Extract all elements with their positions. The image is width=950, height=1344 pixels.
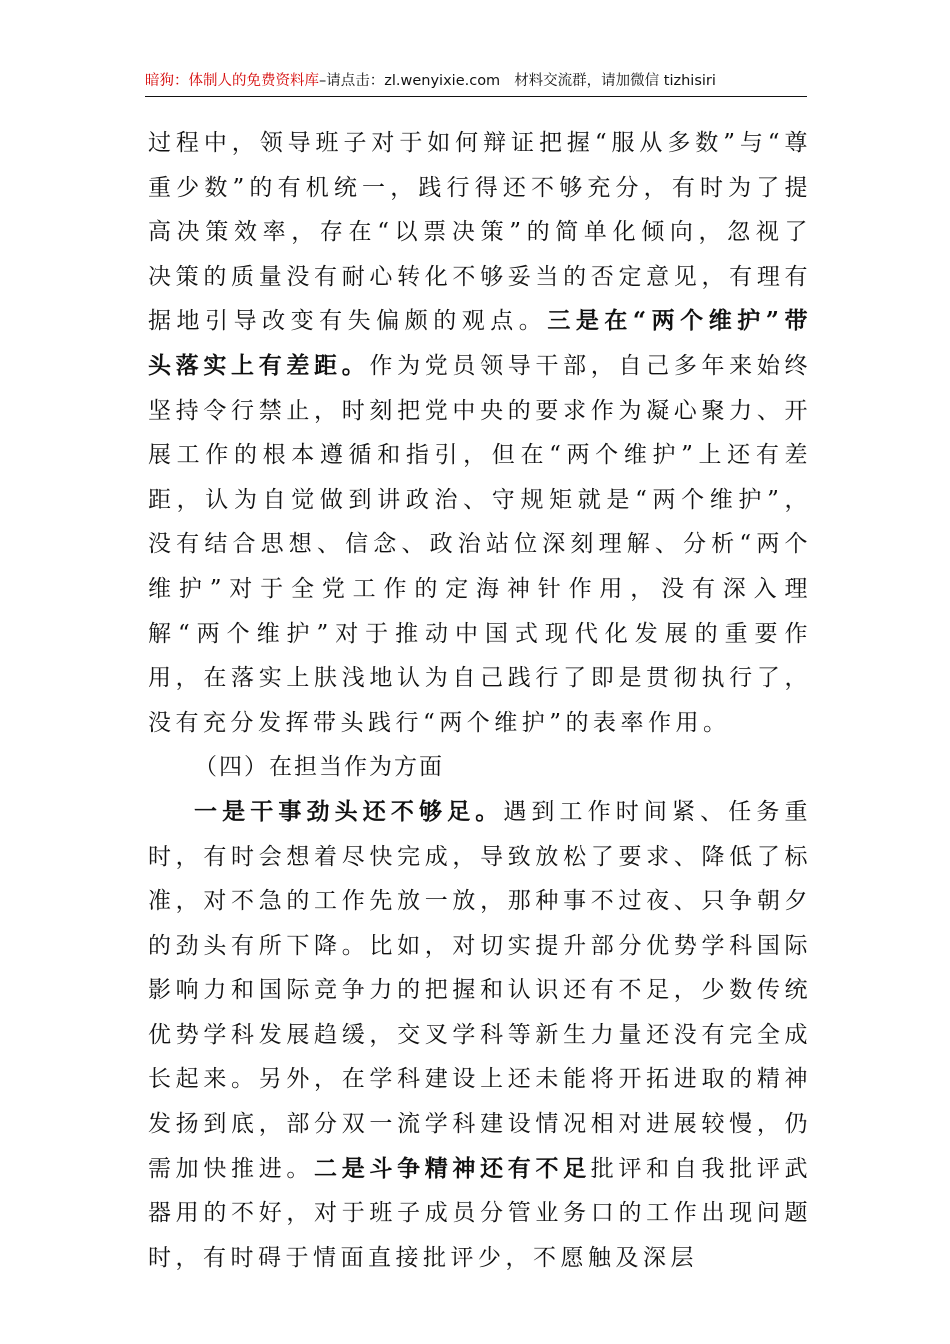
paragraph-2-text-b: 遇到工作时间紧、任务重时，有时会想着尽快完成，导致放松了要求、降低了标准，对不急的工作先放一放，那种事不过夜、只争朝夕的劲头有所下降。比如，对切实提升部分优势学科国际影响力和国际竞争力的把握和认识还有不足，少数传统优势学科发展趋缓，交叉学科等新生力量还没有完全成长起来。另外，在学科建设上还未能将开拓进取的精神发扬到底，部分双一流学科建设情况相对进展较慢，仍需加快推进。 xyxy=(148,798,813,1182)
paragraph-2-bold-heading-1: 一是干事劲头还不够足。 xyxy=(194,797,504,825)
paragraph-1-text-c: 作为党员领导干部，自己多年来始终坚持令行禁止，时刻把党中央的要求作为凝心聚力、开展工作的根本遵循和指引，但在“两个维护”上还有差距，认为自觉做到讲政治、守规矩就是“两个维护”，没有结合思想、信念、政治站位深刻理解、分析“两个维护”对于全党工作的定海神针作用，没有深入理解“两个维护”对于推动中国式现代化发展的重要作用，在落实上肤浅地认为自己践行了即是贯彻执行了，没有充分发挥带头践行“两个维护”的表率作用。 xyxy=(148,352,813,736)
page-header xyxy=(145,70,807,97)
section-heading: （四）在担当作为方面 xyxy=(194,754,444,781)
header-site-name: 暗狗：体制人的免费资料库 xyxy=(145,73,319,89)
header-contact: 材料交流群，请加微信 tizhisiri xyxy=(514,73,716,89)
paragraph-1-text-a: 过程中，领导班子对于如何辩证把握“服从多数”与“尊重少数”的有机统一，践行得还不够充分，有时为了提高决策效率，存在“以票决策”的简单化倾向，忽视了决策的质量没有耐心转化不够妥当的否定意见，有理有据地引导改变有失偏颇的观点。 xyxy=(148,130,812,335)
header-click-prompt: –请点击： xyxy=(319,73,385,89)
paragraph-2 xyxy=(148,790,812,1281)
paragraph-2-bold-heading-2: 二是斗争精神还有不足 xyxy=(314,1154,591,1182)
document-body xyxy=(148,121,812,1280)
paragraph-1 xyxy=(148,121,812,745)
header-url-link[interactable]: zl.wenyixie.com xyxy=(384,73,501,89)
paragraph-1-bold-heading: 三是在“两个维护”带头落实上有差距。 xyxy=(148,307,812,379)
paragraph-2-text-d: 批评和自我批评武器用的不好，对于班子成员分管业务口的工作出现问题时，有时碍于情面直接批评少，不愿触及深层 xyxy=(148,1155,813,1271)
